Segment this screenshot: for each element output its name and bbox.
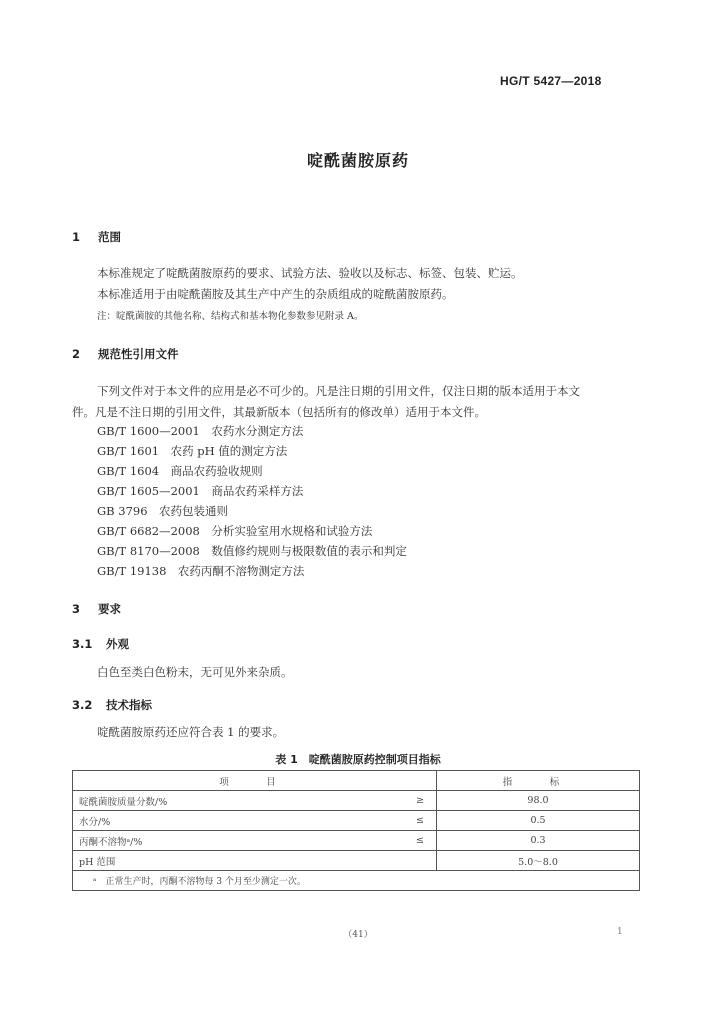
section-2-heading <box>72 346 179 362</box>
row-item: 水分/% <box>73 811 405 831</box>
technical-index-text: 啶酰菌胺原药还应符合表 1 的要求。 <box>97 725 285 739</box>
reference-item: GB/T 8170—2008 数值修约规则与极限数值的表示和判定 <box>97 544 407 558</box>
row-item: pH 范围 <box>73 851 405 871</box>
section-3-1-heading <box>72 636 129 652</box>
references-intro-line-2: 件。凡是不注日期的引用文件，其最新版本（包括所有的修改单）适用于本文件。 <box>72 405 486 419</box>
section-number: 1 <box>72 230 81 244</box>
row-value: 5.0～8.0 <box>437 851 640 871</box>
reference-item: GB/T 1600—2001 农药水分测定方法 <box>97 424 304 438</box>
scope-paragraph-2: 本标准适用于由啶酰菌胺及其生产中产生的杂质组成的啶酰菌胺原药。 <box>97 287 454 301</box>
column-header-index: 指 标 <box>437 771 640 791</box>
row-operator: ≥ <box>404 791 437 811</box>
reference-item: GB 3796 农药包装通则 <box>97 504 229 518</box>
row-item: 丙酮不溶物ᵃ/% <box>73 831 405 851</box>
section-number: 3 <box>72 602 81 616</box>
page-number: （41） <box>343 930 373 940</box>
reference-item: GB/T 1605—2001 商品农药采样方法 <box>97 484 304 498</box>
reference-item: GB/T 1601 农药 pH 值的测定方法 <box>97 444 288 458</box>
row-operator: ≤ <box>404 831 437 851</box>
table-row <box>73 851 640 871</box>
row-value: 0.3 <box>437 831 640 851</box>
section-number: 2 <box>72 347 81 361</box>
section-3-heading <box>72 601 121 617</box>
reference-item: GB/T 6682—2008 分析实验室用水规格和试验方法 <box>97 524 373 538</box>
subsection-number: 3.2 <box>72 698 93 712</box>
table-footnote: ᵃ 正常生产时，丙酮不溶物每 3 个月至少测定一次。 <box>73 871 640 891</box>
table-row <box>73 831 640 851</box>
subsection-title: 外观 <box>106 637 129 651</box>
scope-paragraph-1: 本标准规定了啶酰菌胺原药的要求、试验方法、验收以及标志、标签、包装、贮运。 <box>97 266 523 280</box>
row-value: 98.0 <box>437 791 640 811</box>
subsection-title: 技术指标 <box>106 698 152 712</box>
row-operator: ≤ <box>404 811 437 831</box>
table-row <box>73 811 640 831</box>
table-title: 表 1 啶酰菌胺原药控制项目指标 <box>275 753 441 766</box>
row-item: 啶酰菌胺质量分数/% <box>73 791 405 811</box>
document-title: 啶酰菌胺原药 <box>306 151 409 170</box>
appearance-text: 白色至类白色粉末，无可见外来杂质。 <box>97 665 293 679</box>
reference-item: GB/T 1604 商品农药验收规则 <box>97 464 263 478</box>
scope-note: 注：啶酰菌胺的其他名称、结构式和基本物化参数参见附录 A。 <box>97 311 364 322</box>
section-3-2-heading <box>72 697 152 713</box>
references-intro-line-1: 下列文件对于本文件的应用是必不可少的。凡是注日期的引用文件，仅注日期的版本适用于本文 <box>97 384 580 398</box>
subsection-number: 3.1 <box>72 637 93 651</box>
side-page-mark: 1 <box>617 927 623 937</box>
row-operator <box>404 851 437 871</box>
spec-table <box>72 770 640 891</box>
section-title: 规范性引用文件 <box>98 347 179 361</box>
row-value: 0.5 <box>437 811 640 831</box>
standard-code: HG/T 5427—2018 <box>500 74 602 88</box>
column-header-item: 项 目 <box>73 771 437 791</box>
table-header-row <box>73 771 640 791</box>
table-footnote-row <box>73 871 640 891</box>
table-row <box>73 791 640 811</box>
reference-item: GB/T 19138 农药丙酮不溶物测定方法 <box>97 564 305 578</box>
section-title: 范围 <box>98 230 121 244</box>
section-title: 要求 <box>98 602 121 616</box>
section-1-heading <box>72 229 121 245</box>
